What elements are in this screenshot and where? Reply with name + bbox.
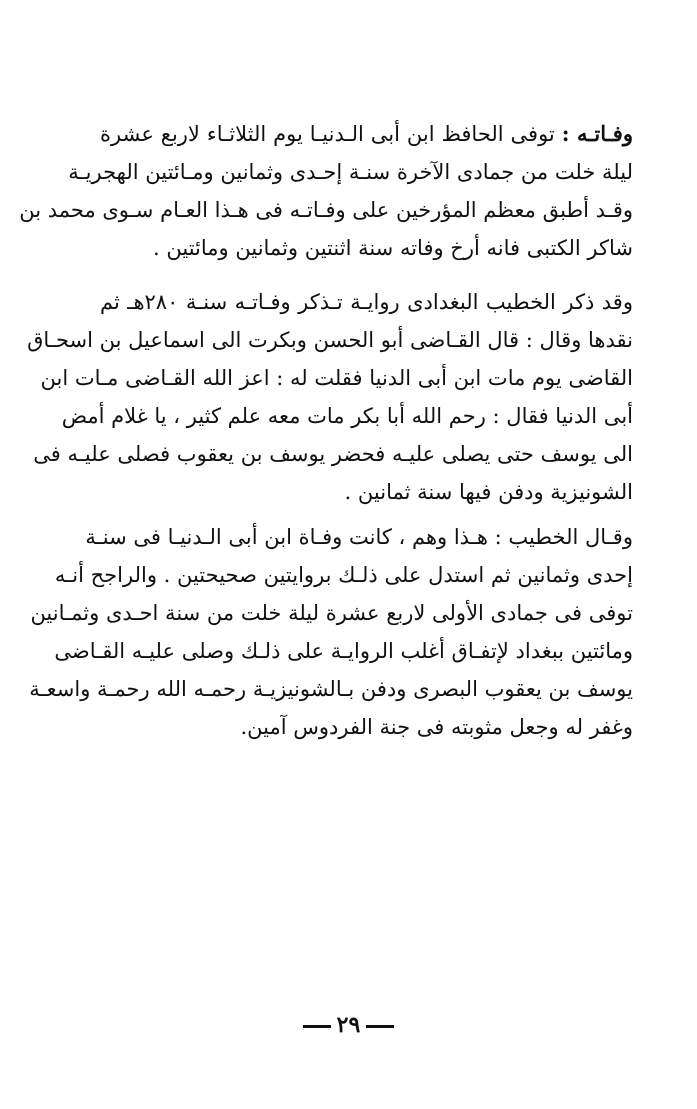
- text-line: القاضى يوم مات ابن أبى الدنيا فقلت له : اعز الله القـاضى مـات ابن: [40, 366, 633, 390]
- text-line: الشونيزية ودفن فيها سنة ثمانين .: [344, 480, 633, 504]
- text-line: وقـال الخطيب : هـذا وهم ، كانت وفـاة ابن أبى الـدنيـا فى سنـة: [85, 525, 633, 549]
- paragraph-death: [19, 115, 633, 267]
- text-line: ومائتين ببغداد لإتفـاق أغلب الروايـة على ذلـك وصلى عليـه القـاضى: [54, 639, 633, 663]
- page-number-value: ٢٩: [336, 1012, 361, 1038]
- text-line: [100, 115, 633, 153]
- page-number: [0, 1012, 697, 1038]
- section-heading: وفـاتـه :: [561, 121, 633, 146]
- text-line: أبى الدنيا فقال : رحم الله أبا بكر مات معه علم كثير ، يا غلام أمض: [61, 404, 633, 428]
- text-line-content: توفى الحافظ ابن أبى الـدنيـا يوم الثلاثـاء لاربع عشرة: [100, 122, 562, 146]
- page-number-dash: [303, 1025, 331, 1028]
- text-line: شاكر الكتبى فانه أرخ وفاته سنة اثنتين وثمانين ومائتين .: [153, 236, 633, 260]
- paragraph-khatib-correction: [29, 518, 633, 746]
- paragraph-khatib-narration: [27, 283, 633, 511]
- text-line: وقد ذكر الخطيب البغدادى روايـة تـذكر وفـاتـه سنـة ٢٨٠هـ ثم: [100, 290, 633, 314]
- text-line: إحدى وثمانين ثم استدل على ذلـك بروايتين صحيحتين . والراجح أنـه: [54, 563, 633, 587]
- page-number-dash: [366, 1025, 394, 1028]
- text-line: يوسف بن يعقوب البصرى ودفن بـالشونيزيـة رحمـه الله رحمـة واسعـة: [29, 677, 633, 701]
- text-line: الى يوسف حتى يصلى عليـه فحضر يوسف بن يعقوب فصلى عليـه فى: [33, 442, 633, 466]
- text-line: توفى فى جمادى الأولى لاربع عشرة ليلة خلت من سنة احـدى وثمـانين: [30, 601, 633, 625]
- text-line: وغفر له وجعل مثوبته فى جنة الفردوس آمين.: [240, 715, 633, 739]
- text-line: وقـد أطبق معظم المؤرخين على وفـاتـه فى هـذا العـام سـوى محمد بن: [19, 198, 633, 222]
- text-line: نقدها وقال : قال القـاضى أبو الحسن وبكرت الى اسماعيل بن اسحـاق: [27, 328, 633, 352]
- text-line: ليلة خلت من جمادى الآخرة سنـة إحـدى وثمانين ومـائتين الهجريـة: [68, 160, 633, 184]
